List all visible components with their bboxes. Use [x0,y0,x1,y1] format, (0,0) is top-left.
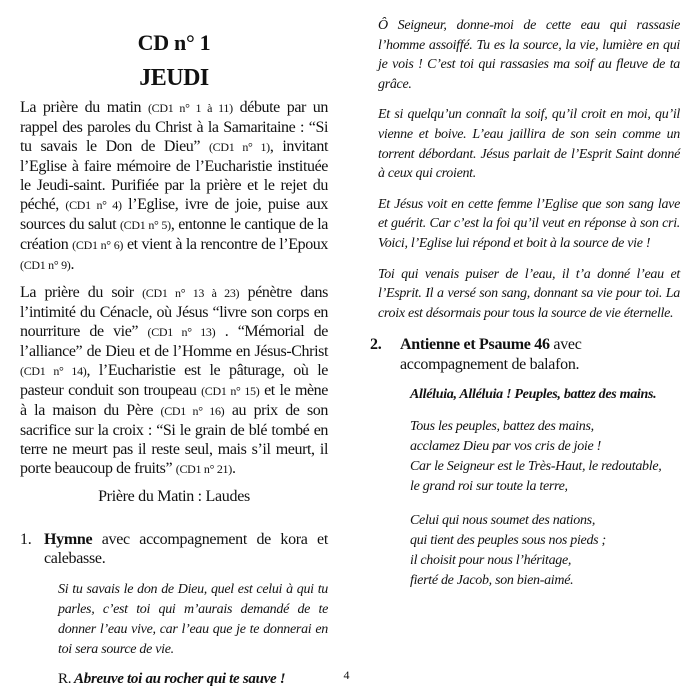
psalm-line: il choisit pour nous l’héritage, [410,553,572,569]
psalm-line: Car le Seigneur est le Très-Haut, le redoutable, [410,459,662,475]
psalm-line: qui tient des peuples sous nos pieds ; [410,533,606,549]
text: . [70,256,75,273]
cd-reference: (CD1 n° 14) [20,364,87,378]
text: La prière du soir [20,284,143,301]
cd-reference: (CD1 n° 9) [20,258,71,272]
hymn-verse: Ô Seigneur, donne-moi de cette eau qui rassasie l’homme assoiffé. Tu es la source, la vie, lumière en qui je vois ! C’est toi qui rassasies ma soif au fleuve de ta grâce. [378,18,680,92]
text: et vient à la rencontre de l’Epoux [123,236,328,253]
text: La prière du matin [20,99,148,116]
cd-reference: (CD1 n° 6) [72,238,124,252]
refrain-text: Abreuve toi au rocher qui te sauve ! [71,671,286,687]
hymn-verse: Et Jésus voit en cette femme l’Eglise que son sang lave et guérit. Car c’est la foi qu’il veut en réponse à son cri. Voici, l’Eglise lui répond et boit à la source de vie ! [378,196,680,251]
day-title: JEUDI [139,65,209,91]
text: l’Eglise, ivre de joie, puise aux sources du salut [20,196,328,233]
item-number: 2. [370,336,382,354]
cd-reference: (CD1 n° 1) [208,140,270,154]
text: , l’Eucharistie est le pâturage, où le pasteur conduit son troupeau [20,362,328,399]
cd-reference: (CD1 n° 13) [147,325,216,339]
item-desc: avec accompagnement de balafon. [400,336,582,374]
psalm-line: Tous les peuples, battez des mains, [410,419,594,435]
psalm-line: acclamez Dieu par vos cris de joie ! [410,439,601,455]
cd-reference: (CD1 n° 21) [175,462,232,476]
hymn-text: Si tu savais le don de Dieu, quel est celui à qui tu parles, c’est toi qui m’aurais demandé de te donner l’eau vive, car l’eau que je te donnerai en toi sera source de vie. [58,582,328,657]
item-number: 1. [20,531,32,548]
psalm-stanza-2 [410,511,680,591]
cd-reference: (CD1 n° 15) [201,384,260,398]
evening-prayer-paragraph [20,283,328,479]
hymn-verse: Toi qui venais puiser de l’eau, il t’a donné l’eau et l’Esprit. Il a versé son sang, donnant sa vie pour toi. La croix est désormais pour tous la source de vie éternelle. [378,266,680,321]
item-description [44,530,328,568]
item-title: Antienne et Psaume 46 [400,336,550,354]
psalm-line: fierté de Jacob, son bien-aimé. [410,573,574,589]
cd-title: CD n° 1 [137,30,211,55]
item-title: Hymne [44,531,93,548]
cd-reference: (CD1 n° 16) [160,404,225,418]
text: , entonne le cantique de la création [20,216,328,253]
psalm-line: le grand roi sur toute la terre, [410,479,568,495]
track-item-2 [370,335,680,375]
cd-reference: (CD1 n° 5) [119,218,171,232]
psalm-stanza-1 [410,417,680,497]
item-desc: avec accompagnement de kora et calebasse. [44,531,328,567]
text: . “Mémorial de l’alliance” de Dieu et de l’Homme en Jésus-Christ [20,323,328,360]
item-description [400,335,680,375]
psalm-line: Celui qui nous soumet des nations, [410,513,596,529]
refrain-marker: R. [58,671,72,687]
text: débute par un rappel des paroles du Christ à la Samaritaine : “Si tu savais le Don de Dieu” [20,99,328,155]
cd-reference: (CD1 n° 1 à 11) [147,101,233,115]
antiphon: Alléluia, Alléluia ! Peuples, battez des mains. [410,387,657,403]
hymn-verse: Et si quelqu’un connaît la soif, qu’il croit en moi, qu’il vienne et boive. L’eau jaillira de son sein comme un torrent débordant. Jésus parlait de l’Esprit Saint donné à ceux qui croient. [378,107,680,182]
text: . [231,460,236,477]
morning-prayer-paragraph [20,98,328,275]
text: , invitant l’Eglise à faire mémoire de l’Eucharistie instituée le Jeudi-saint. Purifiée par la prière et le rejet du péché, [20,138,329,213]
page-number: 4 [343,668,350,682]
text: pénètre dans l’intimité du Cénacle, où Jésus “livre son corps en nourriture de vie” [20,284,328,340]
section-title: Prière du Matin : Laudes [98,488,250,505]
track-item-1 [20,530,328,568]
text: au prix de son sacrifice sur la croix : “Si le grain de blé tombé en terre ne meurt pas il reste seul, mais s’il meurt, il porte beaucoup de fruits” [20,402,328,477]
left-column [20,30,328,689]
text: et le mène à la maison du Père [20,382,328,419]
cd-reference: (CD1 n° 4) [65,198,122,212]
cd-reference: (CD1 n° 13 à 23) [142,286,240,300]
right-column [366,16,680,605]
